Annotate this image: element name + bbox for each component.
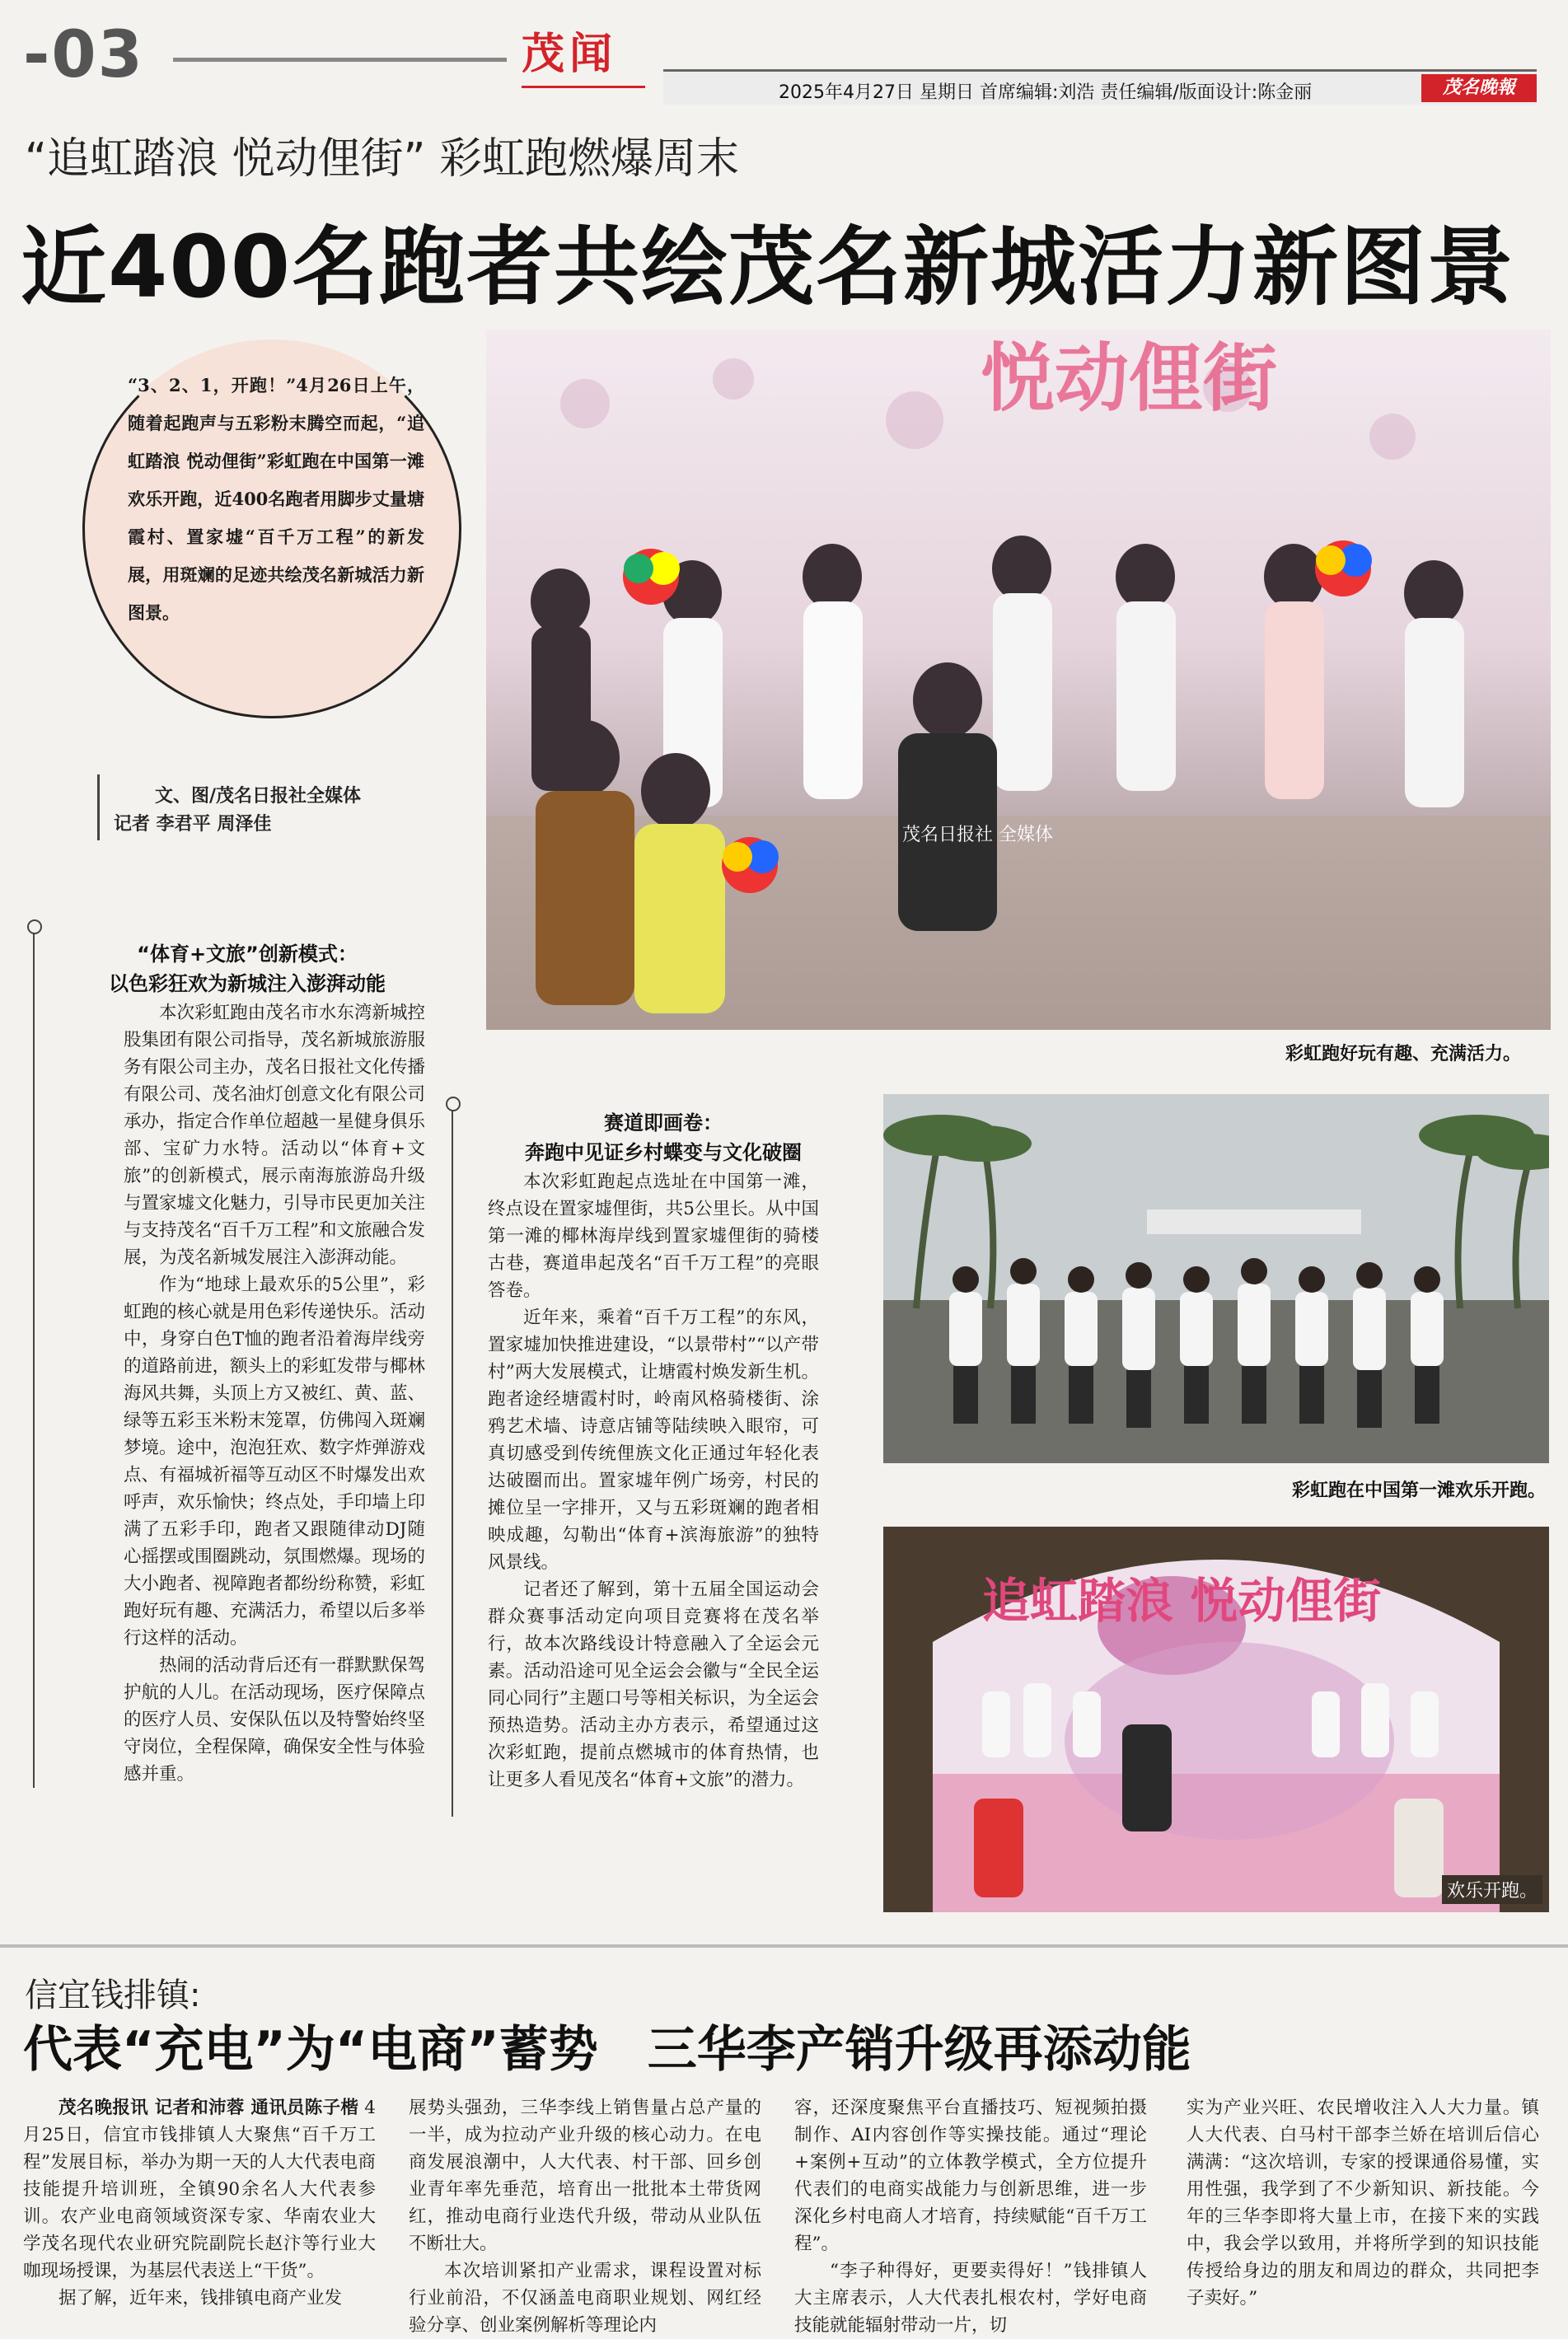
photo1-illustration bbox=[486, 330, 1551, 1030]
section1-body bbox=[124, 999, 425, 1788]
section1-paragraph-2: 作为“地球上最欢乐的5公里”，彩虹跑的核心就是用色彩传递快乐。活动中，身穿白色T恤的跑者沿着海岸线旁的道路前进，额头上的彩虹发带与椰林海风共舞，头顶上方又被红、黄、蓝、绿等五彩玉米粉末笼罩，仿佛闯入斑斓梦境。途中，泡泡狂欢、数字炸弹游戏点、有福城祈福等互动区不时爆发出欢呼声，欢乐愉快；终点处，手印墙上印满了五彩手印，跑者又跟随律动DJ随心摇摆或围圈跳动，氛围燃爆。现场的大小跑者、视障跑者都纷纷称赞，彩虹跑好玩有趣、充满活力，希望以后多举行这样的活动。 bbox=[124, 1275, 425, 1649]
photo1-caption: 彩虹跑好玩有趣、充满活力。 bbox=[1285, 1044, 1522, 1064]
story2-kicker: 信宜钱排镇: bbox=[25, 1976, 201, 2014]
story2-col2-paragraph-1: 展势头强劲，三华李线上销售量占总产量的一半，成为拉动产业升级的核心动力。在电商发展浪潮中，人大代表、村干部、回乡创业青年率先垂范，培育出一批批本土带货网红，推动电商行业迭代升级，带动从业队伍不断壮大。 bbox=[409, 2098, 761, 2254]
brand-logo: 茂名晚報 bbox=[1421, 74, 1537, 102]
story2-col3-paragraph-2: “李子种得好，更要卖得好！”钱排镇人大主席表示，人大代表扎根农村，学好电商技能就能辐射带动一片，切 bbox=[794, 2261, 1147, 2336]
photo-rainbow-run-dance bbox=[486, 330, 1551, 1030]
middle-column-dot bbox=[446, 1097, 461, 1111]
section-underline bbox=[522, 86, 645, 88]
section1-paragraph-1: 本次彩虹跑由茂名市水东湾新城控股集团有限公司指导，茂名新城旅游服务有限公司主办，茂名日报社文化传播有限公司、茂名油灯创意文化有限公司承办，指定合作单位超越一星健身俱乐部、宝矿力水特。活动以“体育+文旅”的创新模式，展示南海旅游岛升级与置家墟文化魅力，引导市民更加关注与支持茂名“百千万工程”和文旅融合发展，为茂名新城发展注入澎湃动能。 bbox=[124, 1003, 425, 1268]
left-column-dot bbox=[27, 919, 42, 934]
story2-col1-paragraph-2: 据了解，近年来，钱排镇电商产业发 bbox=[59, 2288, 343, 2309]
story1-subheadline: “追虹踏浪 悦动俚街” 彩虹跑燃爆周末 bbox=[25, 134, 739, 184]
story2-lead: 茂名晚报讯 记者和沛蓉 通讯员陈子楷 bbox=[59, 2098, 359, 2118]
section1-heading-line-1: “体育+文旅”创新模式： bbox=[137, 943, 358, 966]
section-title: 茂闻 bbox=[522, 30, 618, 79]
story-separator bbox=[0, 1944, 1568, 1948]
byline-line-1: 文、图/茂名日报社全媒体 bbox=[155, 786, 362, 807]
byline-bar bbox=[97, 774, 100, 840]
story2-column-1 bbox=[23, 2094, 376, 2312]
dateline-text: 2025年4月27日 星期日 首席编辑:刘浩 责任编辑/版面设计:陈金丽 bbox=[779, 82, 1313, 103]
photo1-banner: 悦动俚街 bbox=[981, 335, 1277, 422]
photo3-caption-box bbox=[1442, 1875, 1542, 1904]
header-rule bbox=[173, 58, 507, 62]
dateline-bar bbox=[663, 69, 1537, 105]
story2-column-2 bbox=[409, 2094, 761, 2339]
section1-heading-line-2: 以色彩狂欢为新城注入澎湃动能 bbox=[109, 972, 386, 995]
story2-col1-paragraph-1: 4月25日，信宜市钱排镇人大聚焦“百千万工程”发展目标，举办为期一天的人大代表电商技能提升培训班，全镇90余名人大代表参训。农产业电商领域资深专家、华南农业大学茂名现代农业研究院副院长赵汴等行业大咖现场授课，为基层代表送上“干货”。 bbox=[23, 2098, 376, 2281]
page-number: -03 bbox=[23, 18, 144, 92]
story2-headline: 代表“充电”为“电商”蓄势 三华李产销升级再添动能 bbox=[23, 2021, 1191, 2079]
section2-heading-line-1: 赛道即画卷： bbox=[604, 1111, 723, 1134]
section2-heading bbox=[478, 1108, 849, 1167]
section2-paragraph-2: 近年来，乘着“百千万工程”的东风，置家墟加快推进建设，“以景带村”“以产带村”两大发展模式，让塘霞村焕发新生机。跑者途经塘霞村时，岭南风格骑楼街、涂鸦艺术墙、诗意店铺等陆续映入眼帘，可真切感受到传统俚族文化正通过年轻化表达破圈而出。置家墟年例广场旁，村民的摊位呈一字排开，又与五彩斑斓的跑者相映成趣，勾勒出“体育+滨海旅游”的独特风景线。 bbox=[488, 1308, 819, 1573]
photo2-illustration bbox=[883, 1094, 1549, 1463]
middle-column-rule bbox=[452, 1108, 453, 1817]
section2-paragraph-1: 本次彩虹跑起点选址在中国第一滩，终点设在置家墟俚街，共5公里长。从中国第一滩的椰林海岸线到置家墟俚街的骑楼古巷，赛道串起茂名“百千万工程”的亮眼答卷。 bbox=[488, 1172, 819, 1301]
left-column-rule bbox=[33, 931, 35, 1788]
story2-col2-paragraph-2: 本次培训紧扣产业需求，课程设置对标行业前沿，不仅涵盖电商职业规划、网红经验分享、创业案例解析等理论内 bbox=[409, 2261, 761, 2336]
photo3-caption: 欢乐开跑。 bbox=[1446, 1881, 1538, 1902]
section2-heading-line-2: 奔跑中见证乡村蝶变与文化破圈 bbox=[525, 1141, 802, 1164]
story2-column-3 bbox=[794, 2094, 1147, 2339]
intro-circle bbox=[82, 339, 461, 718]
story2-col3-paragraph-1: 容，还深度聚焦平台直播技巧、短视频拍摄制作、AI内容创作等实操技能。通过“理论+案例+互动”的立体教学模式，全方位提升代表们的电商实战能力与创新思维，进一步深化乡村电商人才培育，持续赋能“百千万工程”。 bbox=[794, 2098, 1147, 2254]
photo-color-powder bbox=[883, 1527, 1549, 1912]
photo3-illustration bbox=[883, 1527, 1549, 1912]
byline bbox=[114, 783, 361, 839]
section1-paragraph-3: 热闹的活动背后还有一群默默保驾护航的人儿。在活动现场，医疗保障点的医疗人员、安保队伍以及特警始终坚守岗位，全程保障，确保安全性与体验感并重。 bbox=[124, 1655, 425, 1785]
section2-paragraph-3: 记者还了解到，第十五届全国运动会群众赛事活动定向项目竞赛将在茂名举行，故本次路线设计特意融入了全运会元素。活动沿途可见全运会会徽与“全民全运 同心同行”主题口号等相关标识，为全运会预热造势。活动主办方表示，希望通过这次彩虹跑，提前点燃城市的体育热情，也让更多人看见茂名“体育+文旅”的潜力。 bbox=[488, 1579, 819, 1790]
section1-heading bbox=[82, 939, 412, 999]
story2-col4-paragraph-1: 实为产业兴旺、农民增收注入人大力量。镇人大代表、白马村干部李兰娇在培训后信心满满：“这次培训，专家的授课通俗易懂，实用性强，我学到了不少新知识、新技能。今年的三华李即将大量上市，在接下来的实践中，我会学以致用，并将所学到的知识技能传授给身边的朋友和周边的群众，共同把李子卖好。” bbox=[1187, 2098, 1539, 2309]
photo1-shirt-text: 茂名日报社 全媒体 bbox=[902, 825, 1053, 845]
photo-beach-start bbox=[883, 1094, 1549, 1463]
story1-headline: 近400名跑者共绘茂名新城活力新图景 bbox=[21, 217, 1515, 317]
section2-body bbox=[488, 1168, 819, 1794]
photo3-banner: 追虹踏浪 悦动俚街 bbox=[982, 1573, 1382, 1629]
intro-text: “3、2、1，开跑！”4月26日上午，随着起跑声与五彩粉末腾空而起，“追虹踏浪 悦动俚街”彩虹跑在中国第一滩欢乐开跑，近400名跑者用脚步丈量塘霞村、置家墟“百千万工程”的新发展，用斑斓的足迹共绘茂名新城活力新图景。 bbox=[128, 375, 424, 623]
story2-column-4 bbox=[1187, 2094, 1539, 2312]
photo2-caption: 彩虹跑在中国第一滩欢乐开跑。 bbox=[1292, 1481, 1547, 1501]
byline-line-2: 记者 李君平 周泽佳 bbox=[114, 814, 272, 835]
